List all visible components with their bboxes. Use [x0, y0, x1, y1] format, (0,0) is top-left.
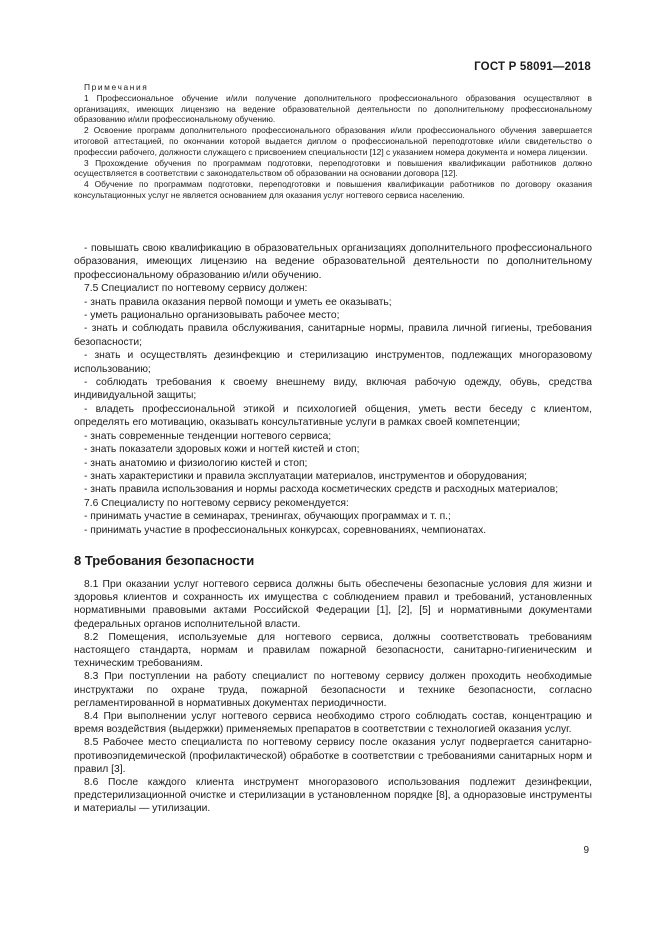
notes-title: Примечания [84, 82, 149, 92]
page-number: 9 [583, 845, 589, 856]
note-item: 4 Обучение по программам подготовки, переподготовки и повышения квалификации работников по договору оказания консультационных услуг не является основанием для оказания услуг ногтевого сервиса населению. [74, 179, 592, 200]
section-heading: 8 Требования безопасности [74, 553, 255, 568]
paragraph: - соблюдать требования к своему внешнему виду, включая рабочую одежду, обувь, средства индивидуальной защиты; [74, 377, 592, 402]
paragraph: 8.2 Помещения, используемые для ногтевого сервиса, должны соответствовать требованиям настоящего стандарта, нормам и правилам пожарной безопасности, санитарно-гигиеническим и техническим требованиям. [74, 631, 592, 670]
paragraph: - знать и соблюдать правила обслуживания, санитарные нормы, правила личной гигиены, требования безопасности; [74, 323, 592, 348]
paragraph: - принимать участие в профессиональных конкурсах, соревнованиях, чемпионатах. [84, 524, 487, 536]
paragraph: 8.1 При оказании услуг ногтевого сервиса должны быть обеспечены безопасные условия для жизни и здоровья клиентов и сохранность их имущества с соблюдением правил и требований, установленных нормативными правовыми актами Российской Федерации [1], [2], [5] и нормативными документами федеральных органов исполнительной власти. [74, 579, 592, 630]
standard-number-header: ГОСТ Р 58091—2018 [474, 61, 591, 73]
paragraph: 7.5 Специалист по ногтевому сервису должен: [84, 283, 308, 295]
paragraph: 8.4 При выполнении услуг ногтевого сервиса необходимо строго соблюдать состав, концентрацию и время воздействия (выдержки) применяемых препаратов в соответствии с технологией оказания услуг. [74, 711, 592, 736]
note-item: 2 Освоение программ дополнительного профессионального образования и/или профессионального обучения завершается итоговой аттестацией, по окончании которой выдается диплом о профессиональной переподготовке и/или свидетельство о профессии рабочего, должности служащего с присвоением специальности [12] с указанием номера документа и номера лицензии. [74, 125, 592, 157]
requirements-list [74, 242, 592, 537]
notes-block [74, 82, 592, 201]
paragraph: - повышать свою квалификацию в образовательных организациях дополнительного профессионального образования, имеющих лицензию на ведение образовательной деятельности по дополнительному профессиональному образованию и/или обучению. [74, 243, 592, 281]
paragraph: - знать правила использования и нормы расхода косметических средств и расходных материалов; [84, 484, 559, 496]
paragraph: 8.5 Рабочее место специалиста по ногтевому сервису после оказания услуг подвергается санитарно-противоэпидемической (профилактической) обработке в соответствии с требованиями санитарных норм и правил [3]. [74, 737, 592, 775]
paragraph: - знать характеристики и правила эксплуатации материалов, инструментов и оборудования; [84, 470, 528, 482]
note-item: 3 Прохождение обучения по программам подготовки, переподготовки и повышения квалификации работников должно осуществляется в соответствии с законодательством об образовании на основании договора [12]. [74, 157, 592, 179]
note-item: 1 Профессиональное обучение и/или получение дополнительного профессионального образования осуществляют в организациях, имеющих лицензию на ведение образовательной деятельности по дополнительному профессиональному образованию и/или профессиональному обучению. [74, 92, 592, 125]
paragraph: - знать анатомию и физиологию кистей и стоп; [84, 457, 308, 469]
paragraph: - принимать участие в семинарах, тренингах, обучающих программах и т. п.; [84, 511, 451, 523]
section-8-body [74, 578, 592, 816]
paragraph: - знать современные тенденции ногтевого сервиса; [84, 430, 332, 442]
paragraph: 8.3 При поступлении на работу специалист по ногтевому сервису должен проходить необходимые инструктажи по охране труда, пожарной безопасности и технике безопасности, согласно регламентированной в нормативных документах периодичности. [74, 671, 592, 709]
paragraph: 7.6 Специалисту по ногтевому сервису рекомендуется: [84, 497, 349, 509]
paragraph: - уметь рационально организовывать рабочее место; [84, 310, 340, 322]
paragraph: - знать и осуществлять дезинфекцию и стерилизацию инструментов, подлежащих многоразовому использованию; [74, 350, 592, 375]
paragraph: - знать показатели здоровых кожи и ногтей кистей и стоп; [84, 444, 360, 456]
paragraph: - знать правила оказания первой помощи и уметь ее оказывать; [84, 296, 392, 308]
paragraph: - владеть профессиональной этикой и психологией общения, уметь вести беседу с клиентом, определять его мотивацию, оказывать консультативные услуги в рамках своей компетенции; [74, 403, 592, 429]
paragraph: 8.6 После каждого клиента инструмент многоразового использования подлежит дезинфекции, предстерилизационной очистке и стерилизации в установленном порядке [8], а одноразовые инструменты и материалы — утилизации. [74, 777, 592, 815]
